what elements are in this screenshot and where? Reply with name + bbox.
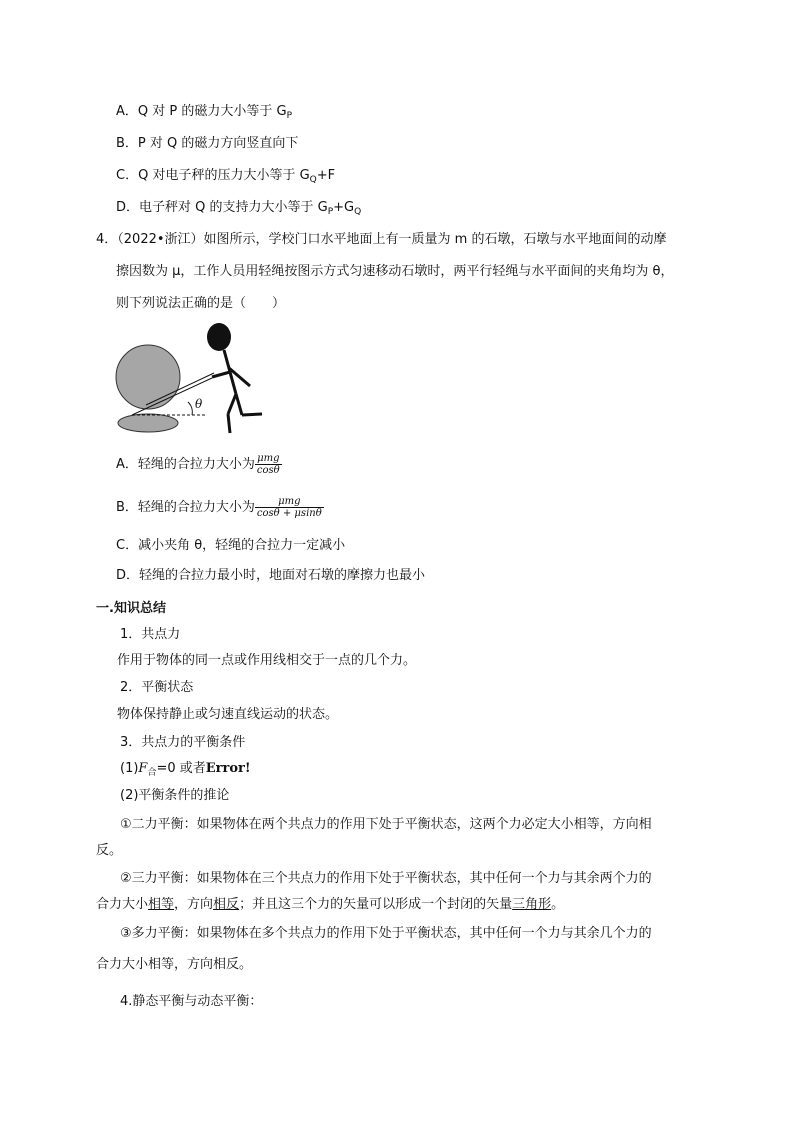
- person-head: [207, 323, 231, 351]
- option-4a-denominator: cosθ: [256, 465, 280, 476]
- two-force-balance-line2: 反。: [96, 843, 123, 858]
- ground-shadow-ellipse: [118, 414, 178, 432]
- condition1-prefix: (1): [120, 761, 139, 776]
- summary-heading: 一.知识总结: [96, 601, 166, 616]
- summary-item3-title: 3．共点力的平衡条件: [120, 735, 246, 750]
- question-4-line3: 则下列说法正确的是（ ）: [116, 296, 286, 311]
- three-force-text-d: 。: [551, 897, 565, 912]
- option-3a: [116, 103, 292, 125]
- summary-item1-title: 1．共点力: [120, 627, 181, 642]
- summary-item2-title: 2．平衡状态: [120, 680, 194, 695]
- three-force-balance-line1: ②三力平衡：如果物体在三个共点力的作用下处于平衡状态，其中任何一个力与其余两个力的: [120, 871, 652, 886]
- option-3a-text: A．Q 对 P 的磁力大小等于 G: [116, 104, 287, 119]
- question-4-line1: 4．（2022•浙江）如图所示，学校门口水平地面上有一质量为 m 的石墩，石墩与水平地面间的动摩: [96, 232, 667, 247]
- option-4b-fraction: [255, 496, 324, 519]
- option-3b-text: B．P 对 Q 的磁力方向竖直向下: [116, 136, 299, 151]
- option-3c: [116, 167, 335, 189]
- summary-condition1: [120, 760, 251, 782]
- angle-arc: [188, 402, 192, 415]
- option-4a-numerator: μmg: [255, 453, 282, 465]
- three-force-text-c: ；并且这三个力的矢量可以形成一个封闭的矢量: [239, 897, 513, 912]
- option-3b: [116, 135, 298, 153]
- option-4b-denominator: cosθ + μsinθ: [256, 508, 322, 519]
- option-3d-sub2: Q: [354, 207, 362, 217]
- stone-pier-ball: [116, 345, 180, 409]
- condition1-force-symbol: F: [138, 761, 148, 776]
- person-arm-left: [212, 372, 230, 377]
- three-force-balance-line2: [96, 896, 564, 914]
- multi-force-balance-line1: ③多力平衡：如果物体在多个共点力的作用下处于平衡状态，其中任何一个力与其余几个力的: [120, 926, 652, 941]
- option-3d-sub1: P: [327, 207, 334, 217]
- option-3c-text: C．Q 对电子秤的压力大小等于 G: [116, 168, 310, 183]
- two-force-balance-line1: ①二力平衡：如果物体在两个共点力的作用下处于平衡状态，这两个力必定大小相等，方向相: [120, 817, 652, 832]
- multi-force-balance-line2: 合力大小相等，方向相反。: [96, 957, 253, 972]
- option-4b: [116, 493, 324, 523]
- option-4a-fraction: [255, 453, 282, 476]
- three-force-text-b: ，方向: [174, 897, 214, 912]
- three-force-text-a: 合力大小: [96, 897, 149, 912]
- option-3d: [116, 199, 361, 221]
- summary-item2-body: 物体保持静止或匀速直线运动的状态。: [117, 707, 339, 722]
- summary-condition2: (2)平衡条件的推论: [120, 788, 230, 803]
- condition1-mid: =0 或者: [156, 761, 206, 776]
- option-3a-sub: P: [286, 111, 293, 121]
- summary-item1-body: 作用于物体的同一点或作用线相交于一点的几个力。: [117, 653, 417, 668]
- option-3d-text: D．电子秤对 Q 的支持力大小等于 G: [116, 200, 328, 215]
- option-3c-tail: +F: [316, 168, 336, 183]
- three-force-underline-opposite: 相反: [213, 897, 240, 912]
- three-force-underline-triangle: 三角形: [512, 897, 552, 912]
- option-3c-sub: Q: [309, 175, 317, 185]
- stone-pier-figure: [112, 322, 292, 438]
- option-4d: D．轻绳的合拉力最小时，地面对石墩的摩擦力也最小: [116, 568, 426, 583]
- person-leg-left-lower: [228, 414, 230, 433]
- option-4a-text: A．轻绳的合拉力大小为: [116, 457, 255, 472]
- summary-item4-title: 4.静态平衡与动态平衡：: [120, 994, 263, 1009]
- condition1-subscript: 合: [147, 768, 157, 778]
- condition1-error-text: Error!: [205, 761, 251, 776]
- angle-theta-label: θ: [195, 397, 203, 411]
- person-leg-left-upper: [228, 394, 236, 414]
- option-3d-mid: +G: [333, 200, 355, 215]
- person-leg-right-lower: [242, 414, 262, 415]
- option-4a: [116, 450, 282, 480]
- option-4c: C．减小夹角 θ，轻绳的合拉力一定减小: [116, 538, 346, 553]
- option-4b-numerator: μmg: [255, 496, 324, 508]
- question-4-line2: 擦因数为 μ，工作人员用轻绳按图示方式匀速移动石墩时，两平行轻绳与水平面间的夹角均为 θ，: [116, 264, 674, 279]
- option-4b-text: B．轻绳的合拉力大小为: [116, 500, 255, 515]
- person-leg-right-upper: [236, 394, 242, 415]
- three-force-underline-equal: 相等: [148, 897, 175, 912]
